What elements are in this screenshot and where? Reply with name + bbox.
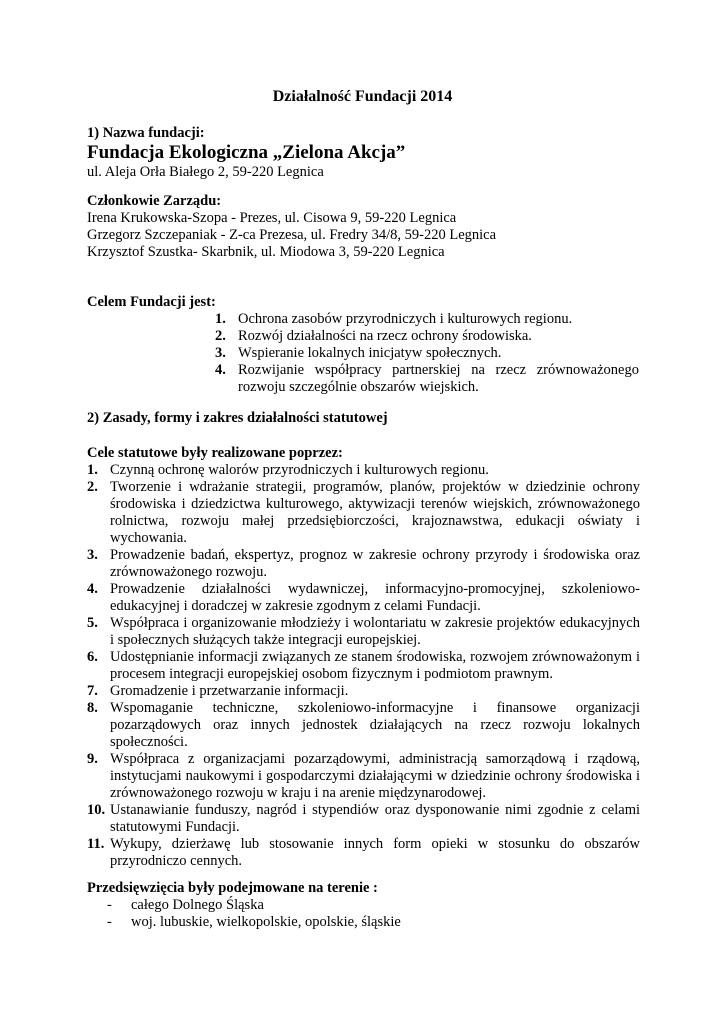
list-item: - woj. lubuskie, wielkopolskie, opolskie, śląskie	[107, 914, 401, 930]
board-heading: Członkowie Zarządu:	[87, 193, 222, 209]
list-item: 1. Czynną ochronę walorów przyrodniczych i kulturowych regionu.	[87, 462, 489, 478]
board-member: Irena Krukowska-Szopa - Prezes, ul. Cisowa 9, 59-220 Legnica	[87, 210, 457, 226]
list-item: 9. Współpraca z organizacjami pozarządowymi, administracją samorządową i rządową, instytucjami naukowymi i gospodarczymi działającymi w dziedzinie ochrony środowiska i zrównoważonego rozwoju w kraju i na arenie międzynarodowej.	[87, 751, 640, 801]
list-item: - całego Dolnego Śląska	[107, 897, 264, 913]
list-item: 10. Ustanawianie funduszy, nagród i stypendiów oraz dysponowanie nimi zgodnie z celami statutowymi Fundacji.	[87, 802, 640, 835]
list-item: 4. Prowadzenie działalności wydawniczej, informacyjno-promocyjnej, szkoleniowo-edukacyjnej i doradczej w zakresie zgodnym z celami Fundacji.	[87, 581, 640, 614]
board-member: Grzegorz Szczepaniak - Z-ca Prezesa, ul. Fredry 34/8, 59-220 Legnica	[87, 227, 497, 243]
board-section	[87, 193, 642, 261]
areas-list	[87, 897, 642, 931]
board-member: Krzysztof Szustka- Skarbnik, ul. Miodowa 3, 59-220 Legnica	[87, 244, 445, 260]
list-item: 3. Prowadzenie badań, ekspertyz, prognoz w zakresie ochrony przyrody i środowiska oraz zrównoważonego rozwoju.	[87, 547, 640, 580]
foundation-name-section	[87, 125, 642, 181]
list-item: 2. Rozwój działalności na rzecz ochrony środowiska.	[215, 328, 532, 344]
list-item: 1. Ochrona zasobów przyrodniczych i kulturowych regionu.	[215, 311, 573, 327]
foundation-name: Fundacja Ekologiczna „Zielona Akcja”	[87, 142, 406, 163]
list-item: 6. Udostępnianie informacji związanych ze stanem środowiska, rozwojem zrównoważonym i procesem integracji europejskiej osobom fizycznym i podmiotom prawnym.	[87, 649, 640, 682]
areas-heading: Przedsięwzięcia były podejmowane na terenie :	[87, 880, 378, 896]
list-item: 4. Rozwijanie współpracy partnerskiej na rzecz zrównoważonego rozwoju szczególnie obszarów wiejskich.	[215, 362, 639, 395]
goals-heading: Celem Fundacji jest:	[87, 294, 216, 310]
statutory-list	[87, 462, 640, 870]
section1-heading: 1) Nazwa fundacji:	[87, 125, 205, 141]
document-title: Działalność Fundacji 2014	[272, 88, 453, 105]
foundation-address: ul. Aleja Orła Białego 2, 59-220 Legnica	[87, 164, 324, 180]
list-item: 11. Wykupy, dzierżawę lub stosowanie innych form opieki w stosunku do obszarów przyrodniczo cennych.	[87, 836, 640, 869]
list-item: 7. Gromadzenie i przetwarzanie informacji.	[87, 683, 349, 699]
list-item: 3. Wspieranie lokalnych inicjatyw społecznych.	[215, 345, 502, 361]
statutory-heading: Cele statutowe były realizowane poprzez:	[87, 445, 343, 461]
list-item: 5. Współpraca i organizowanie młodzieży i wolontariatu w zakresie projektów edukacyjnych i społecznych służących także integracji europejskiej.	[87, 615, 640, 648]
list-item: 8. Wspomaganie techniczne, szkoleniowo-informacyjne i finansowe organizacji pozarządowych oraz innych jednostek działających na rzecz rozwoju lokalnych społeczności.	[87, 700, 640, 750]
section2-heading: 2) Zasady, formy i zakres działalności statutowej	[87, 410, 388, 426]
goals-list	[215, 311, 639, 396]
list-item: 2. Tworzenie i wdrażanie strategii, programów, planów, projektów w dziedzinie ochrony środowiska i dziedzictwa kulturowego, aktywizacji terenów wiejskich, zrównoważonego rolnictwa, rozwoju małej przedsiębiorczości, krajoznawstwa, edukacji oświaty i wychowania.	[87, 479, 640, 546]
